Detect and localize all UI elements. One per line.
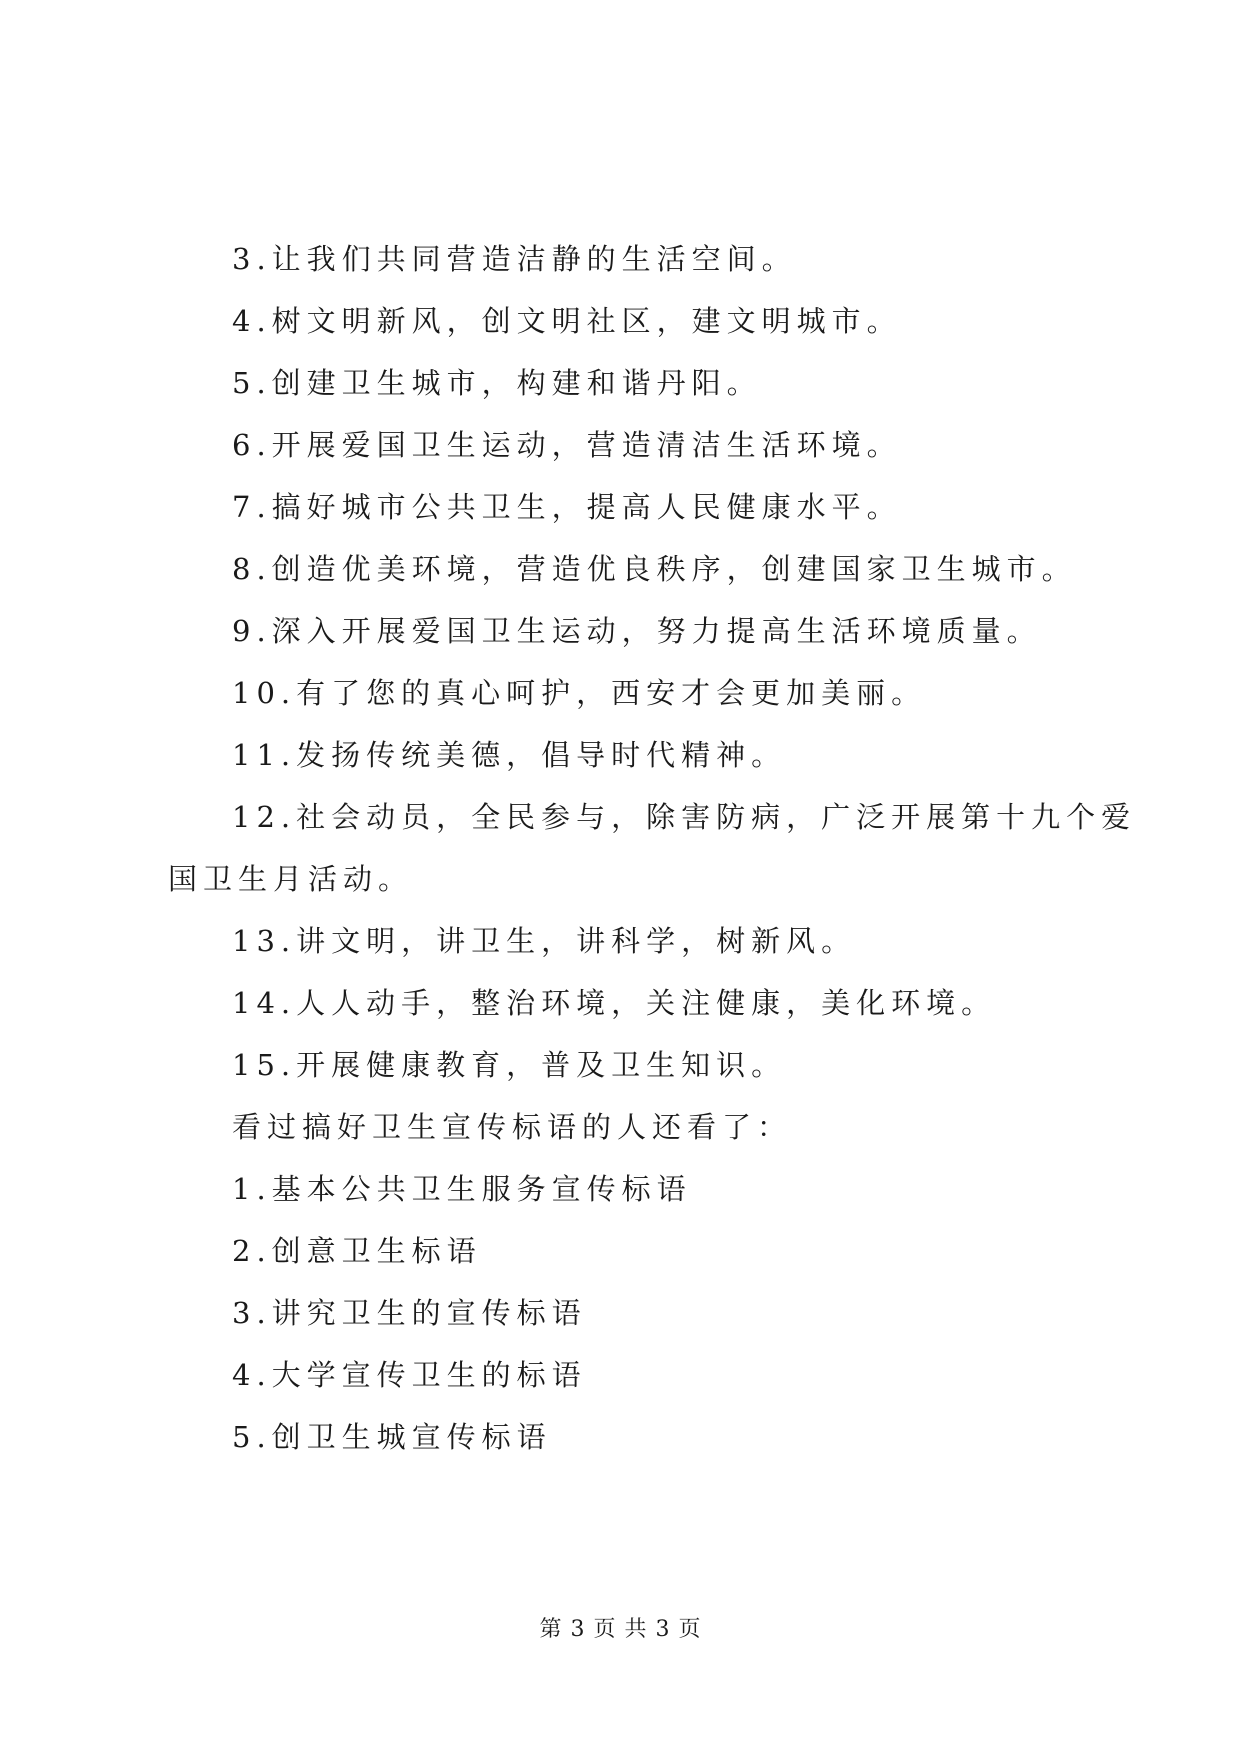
related-link[interactable]: 5.创卫生城宣传标语: [232, 1420, 552, 1454]
related-heading: 看过搞好卫生宣传标语的人还看了：: [232, 1110, 793, 1144]
slogan-line: 11.发扬传统美德，倡导时代精神。: [232, 738, 787, 772]
related-link[interactable]: 3.讲究卫生的宣传标语: [232, 1296, 587, 1330]
slogan-line-continuation: 国卫生月活动。: [168, 862, 414, 896]
related-link[interactable]: 2.创意卫生标语: [232, 1234, 482, 1268]
document-body: [168, 228, 1137, 1468]
slogan-line: 3.让我们共同营造洁静的生活空间。: [232, 242, 797, 276]
slogan-line: 4.树文明新风，创文明社区，建文明城市。: [232, 304, 902, 338]
related-link[interactable]: 1.基本公共卫生服务宣传标语: [232, 1172, 692, 1206]
slogan-line: 6.开展爱国卫生运动，营造清洁生活环境。: [232, 428, 902, 462]
slogan-line: 5.创建卫生城市，构建和谐丹阳。: [232, 366, 762, 400]
slogan-line: 10.有了您的真心呵护，西安才会更加美丽。: [232, 676, 927, 710]
page-footer: 第 3 页 共 3 页: [539, 1617, 702, 1642]
slogan-line: 15.开展健康教育，普及卫生知识。: [232, 1048, 787, 1082]
slogan-line: 8.创造优美环境，营造优良秩序，创建国家卫生城市。: [232, 552, 1077, 586]
related-link[interactable]: 4.大学宣传卫生的标语: [232, 1358, 587, 1392]
slogan-line: 7.搞好城市公共卫生，提高人民健康水平。: [232, 490, 902, 524]
slogan-line: 12.社会动员，全民参与，除害防病，广泛开展第十九个爱: [232, 800, 1137, 834]
slogan-line: 9.深入开展爱国卫生运动，努力提高生活环境质量。: [232, 614, 1042, 648]
slogan-line: 14.人人动手，整治环境，关注健康，美化环境。: [232, 986, 997, 1020]
slogan-line: 13.讲文明，讲卫生，讲科学，树新风。: [232, 924, 857, 958]
